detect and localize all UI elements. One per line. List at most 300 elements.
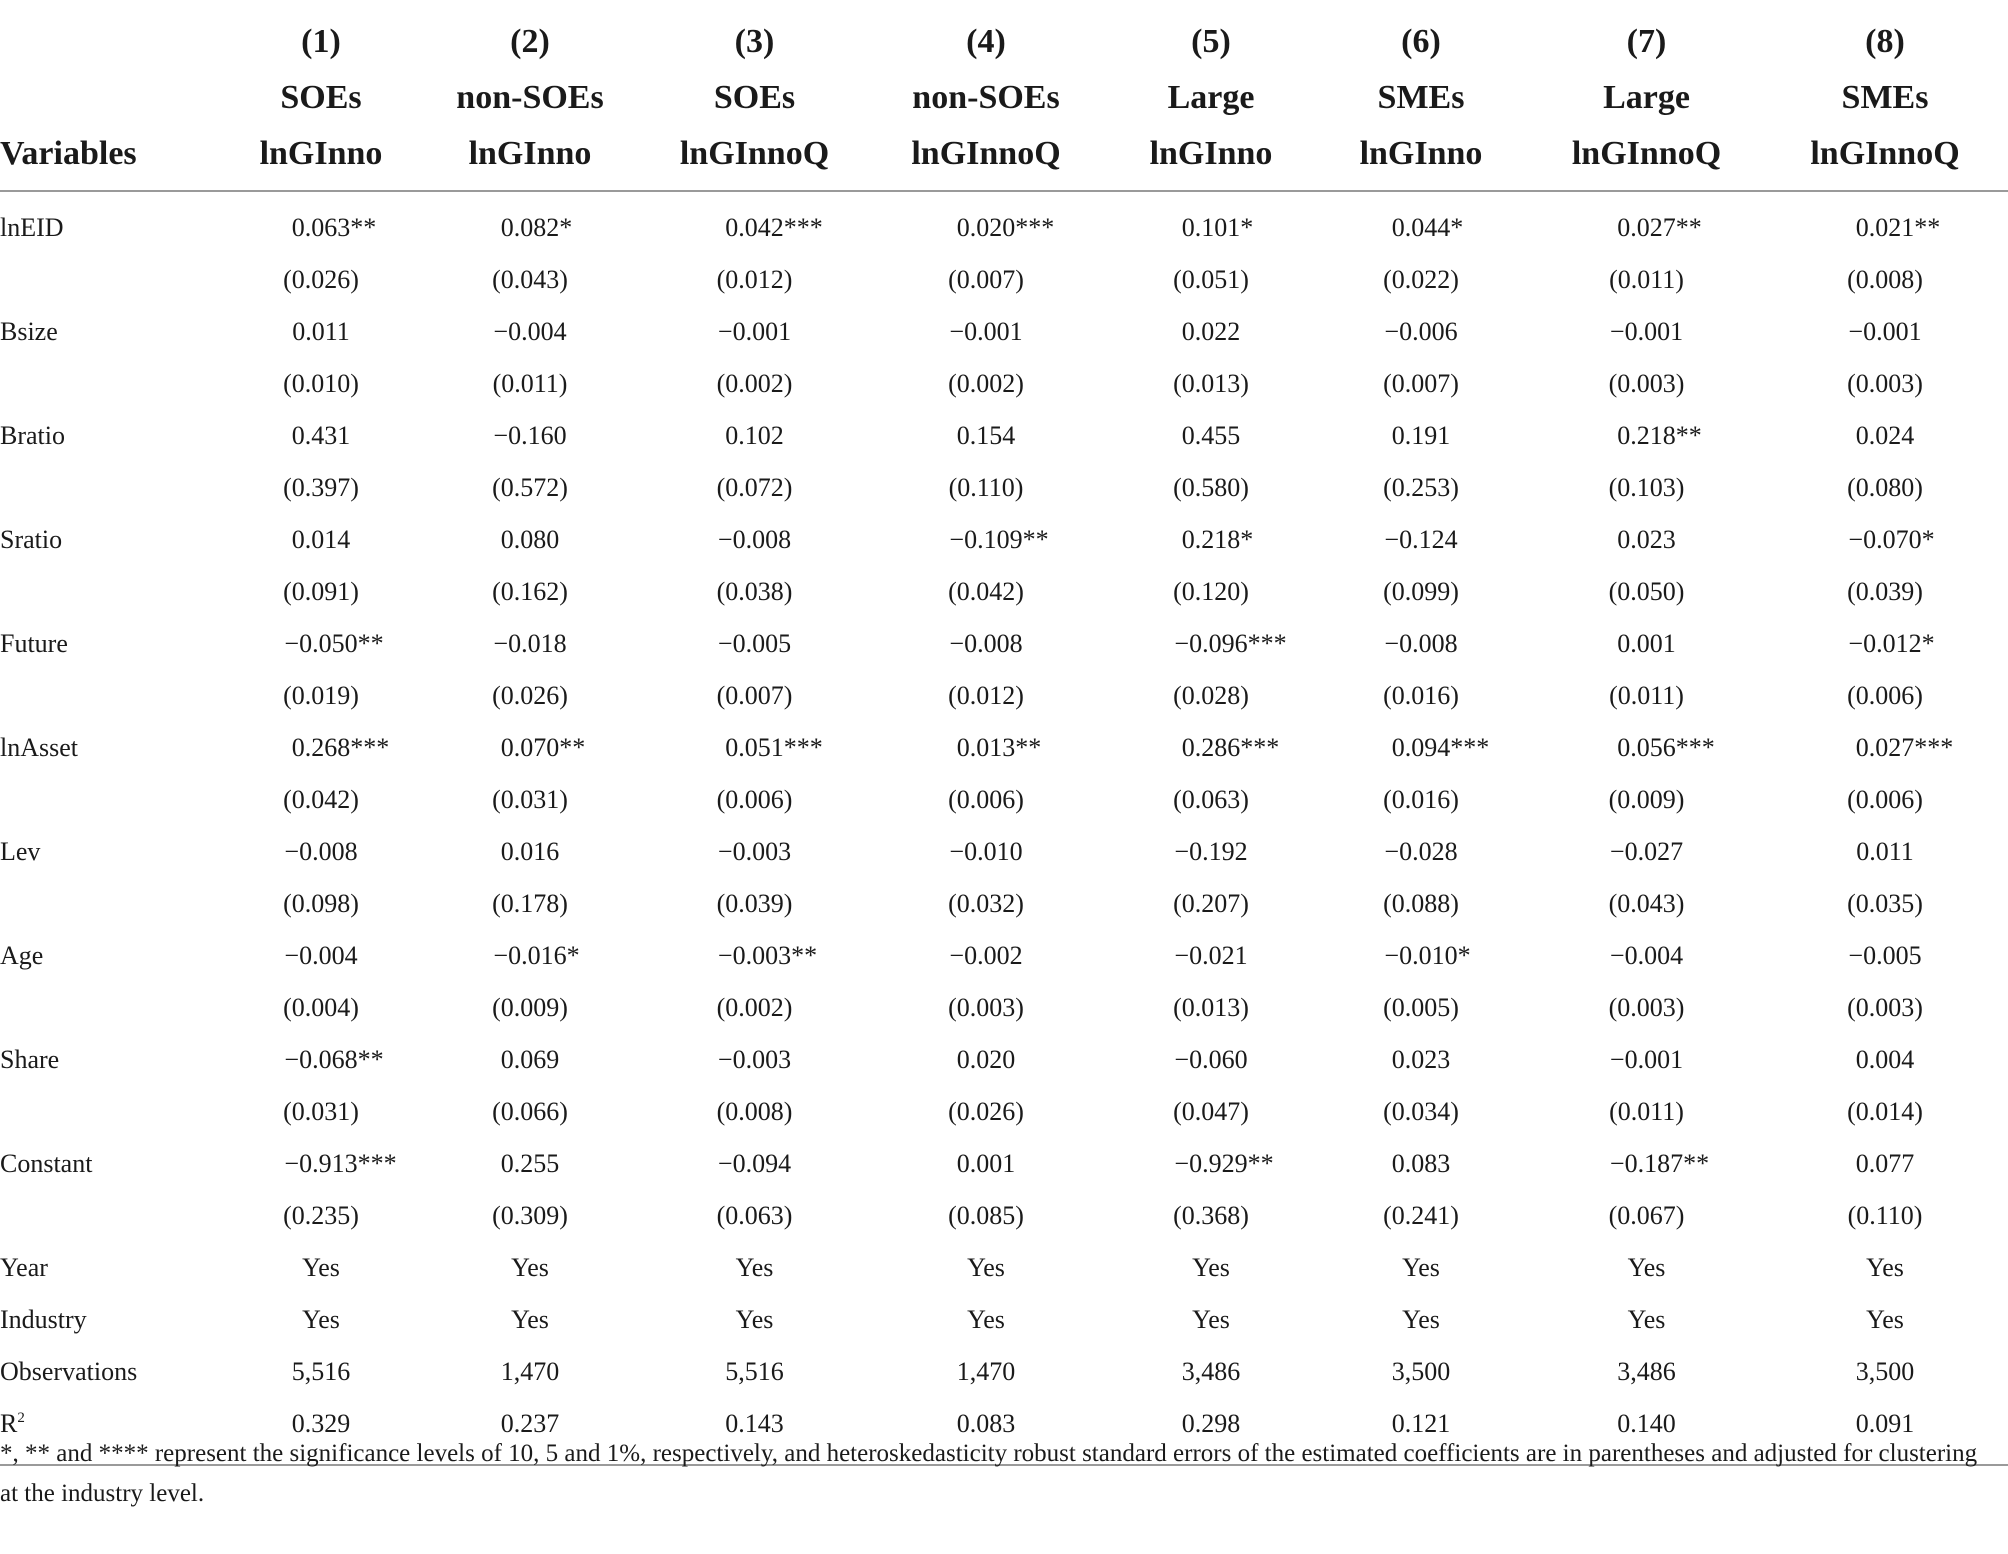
cell-content	[1391, 733, 1490, 763]
cell-value: 3,500	[1391, 1357, 1451, 1386]
table-cell	[1311, 1346, 1531, 1398]
table-cell	[861, 1294, 1111, 1346]
cell-content	[1847, 1097, 1923, 1127]
significance-stars: *	[566, 941, 580, 970]
cell-value: −0.010	[1384, 941, 1458, 970]
table-cell	[1111, 982, 1311, 1034]
cell-content	[949, 525, 1049, 555]
cell-content	[1173, 1097, 1249, 1127]
table-cell	[412, 410, 648, 462]
table-cell	[861, 514, 1111, 566]
cell-value: (0.002)	[716, 369, 793, 398]
table-row	[0, 566, 2008, 618]
variable-label-text: Constant	[0, 1149, 93, 1178]
cell-value: (0.031)	[492, 785, 568, 814]
cell-content	[717, 369, 793, 399]
table-cell	[230, 254, 412, 306]
table-cell	[412, 358, 648, 410]
cell-value: −0.005	[1848, 941, 1922, 970]
cell-value: (0.085)	[948, 1201, 1024, 1230]
cell-content	[1856, 837, 1914, 867]
table-cell	[230, 826, 412, 878]
table-cell	[1111, 878, 1311, 930]
significance-stars: **	[1914, 213, 1941, 242]
column-number-header: (6)	[1401, 23, 1441, 60]
table-cell	[230, 514, 412, 566]
table-cell	[1311, 722, 1531, 774]
table-cell	[648, 774, 861, 826]
cell-content	[292, 525, 351, 555]
cell-content	[1847, 577, 1923, 607]
table-cell	[1762, 358, 2008, 410]
header-row-column-numbers	[0, 14, 2008, 70]
cell-value: (0.034)	[1383, 1097, 1459, 1126]
table-cell	[1531, 670, 1762, 722]
table-cell	[1531, 826, 1762, 878]
cell-content	[1848, 629, 1935, 659]
cell-content	[1173, 785, 1249, 815]
cell-value: (0.012)	[948, 681, 1024, 710]
table-cell	[1111, 358, 1311, 410]
cell-content	[1848, 317, 1921, 347]
table-row	[0, 982, 2008, 1034]
cell-content	[1609, 785, 1685, 815]
column-number-header: (5)	[1191, 23, 1231, 60]
cell-content	[1173, 473, 1249, 503]
cell-value: −0.913	[284, 1149, 358, 1178]
table-row	[0, 358, 2008, 410]
table-cell	[230, 982, 412, 1034]
table-row	[0, 618, 2008, 670]
table-cell	[1531, 774, 1762, 826]
cell-value: (0.580)	[1173, 473, 1249, 502]
cell-content	[1617, 213, 1702, 243]
table-cell	[648, 1294, 861, 1346]
table-cell	[1762, 1138, 2008, 1190]
cell-content	[948, 265, 1024, 295]
table-cell	[1762, 722, 2008, 774]
cell-value: −0.008	[284, 837, 358, 866]
cell-content	[967, 1253, 1005, 1283]
table-cell	[1111, 254, 1311, 306]
cell-content	[283, 1201, 359, 1231]
cell-content	[283, 993, 359, 1023]
cell-content	[1609, 889, 1685, 919]
cell-content	[718, 1045, 791, 1075]
cell-value: (0.051)	[1173, 265, 1249, 294]
sample-group-header: Large	[1603, 79, 1690, 116]
cell-content	[1384, 629, 1457, 659]
cell-value: −0.001	[1609, 317, 1684, 346]
table-cell	[861, 462, 1111, 514]
cell-content	[718, 525, 791, 555]
cell-value: 0.121	[1391, 1409, 1451, 1438]
significance-stars: *	[1450, 213, 1464, 242]
cell-value: (0.063)	[1173, 785, 1249, 814]
cell-value: (0.007)	[948, 265, 1024, 294]
cell-content	[1617, 629, 1676, 659]
table-cell	[412, 1034, 648, 1086]
significance-stars: **	[1683, 1149, 1710, 1178]
cell-value: 0.286	[1181, 733, 1241, 762]
table-row	[0, 1294, 2008, 1346]
cell-value: (0.012)	[716, 265, 793, 294]
table-cell	[1111, 191, 1311, 254]
cell-content	[493, 941, 580, 971]
table-cell	[1762, 982, 2008, 1034]
cell-value: 0.069	[500, 1045, 560, 1074]
table-cell	[1531, 566, 1762, 618]
cell-content	[1402, 1253, 1440, 1283]
dependent-variable-header: lnGInnoQ	[1762, 126, 2008, 191]
table-cell	[230, 722, 412, 774]
variable-label	[0, 930, 230, 982]
cell-content	[1855, 733, 1954, 763]
cell-value: 0.027	[1855, 733, 1915, 762]
cell-value: −0.001	[717, 317, 792, 346]
cell-value: 0.001	[956, 1149, 1016, 1178]
cell-content	[1383, 785, 1459, 815]
table-row	[0, 1034, 2008, 1086]
cell-value: (0.050)	[1608, 577, 1685, 606]
column-number-header: (1)	[301, 23, 341, 60]
cell-content	[1609, 473, 1685, 503]
cell-value: −0.001	[1848, 317, 1922, 346]
table-cell	[648, 982, 861, 1034]
cell-value: 5,516	[725, 1357, 784, 1386]
variable-label	[0, 1242, 230, 1294]
cell-content	[1609, 1149, 1710, 1179]
table-cell	[861, 254, 1111, 306]
cell-value: 0.004	[1855, 1045, 1915, 1074]
cell-value: (0.026)	[283, 265, 359, 294]
column-number-header: (3)	[734, 23, 775, 60]
cell-value: (0.006)	[1847, 681, 1923, 710]
cell-content	[956, 733, 1042, 763]
cell-content	[948, 993, 1024, 1023]
table-cell	[1311, 1294, 1531, 1346]
table-cell	[230, 410, 412, 462]
cell-content	[1609, 681, 1684, 711]
variable-label-text: Share	[0, 1045, 60, 1074]
cell-content	[1617, 421, 1702, 451]
table-cell	[412, 1190, 648, 1242]
table-cell	[648, 1242, 861, 1294]
cell-content	[1383, 889, 1459, 919]
cell-value: 0.023	[1391, 1045, 1451, 1074]
cell-content	[1192, 1253, 1230, 1283]
cell-value: −0.003	[717, 941, 792, 970]
cell-value: 0.014	[291, 525, 351, 554]
cell-value: 0.091	[1855, 1409, 1915, 1438]
cell-value: (0.014)	[1847, 1097, 1923, 1126]
table-cell	[1762, 306, 2008, 358]
cell-content	[1848, 525, 1935, 555]
cell-value: (0.009)	[492, 993, 568, 1022]
cell-value: (0.042)	[283, 785, 359, 814]
table-cell	[1762, 878, 2008, 930]
cell-value: −0.002	[949, 941, 1023, 970]
variable-label	[0, 1346, 230, 1398]
cell-content	[957, 1357, 1016, 1387]
table-cell	[412, 878, 648, 930]
cell-value: 0.022	[1181, 317, 1241, 346]
variable-label	[0, 410, 230, 462]
table-cell	[1762, 1190, 2008, 1242]
table-cell	[412, 722, 648, 774]
variable-label-text: R	[0, 1409, 18, 1438]
cell-content	[302, 1305, 340, 1335]
cell-content	[1182, 317, 1241, 347]
cell-content	[492, 681, 568, 711]
cell-value: Yes	[967, 1305, 1005, 1334]
cell-value: 0.431	[291, 421, 351, 450]
table-cell	[861, 1190, 1111, 1242]
cell-value: −0.001	[1609, 1045, 1684, 1074]
table-cell	[1311, 1086, 1531, 1138]
cell-value: (0.031)	[283, 1097, 359, 1126]
dependent-variable-header: lnGInno	[412, 126, 648, 191]
variable-label	[0, 1086, 230, 1138]
table-cell	[1111, 618, 1311, 670]
cell-content	[1384, 317, 1457, 347]
cell-value: 0.011	[1856, 837, 1914, 866]
cell-content	[1628, 1253, 1666, 1283]
cell-content	[1383, 473, 1459, 503]
table-cell	[648, 566, 861, 618]
cell-content	[718, 317, 791, 347]
cell-content	[1392, 1149, 1451, 1179]
cell-value: (0.072)	[716, 473, 793, 502]
cell-content	[291, 213, 377, 243]
table-cell	[1531, 930, 1762, 982]
cell-content	[717, 1201, 793, 1231]
cell-content	[1383, 1097, 1459, 1127]
table-cell	[1762, 774, 2008, 826]
table-cell	[412, 1242, 648, 1294]
table-cell	[648, 1034, 861, 1086]
variable-label	[0, 722, 230, 774]
table-cell	[1531, 1242, 1762, 1294]
table-cell	[1111, 306, 1311, 358]
cell-value: 5,516	[291, 1357, 351, 1386]
cell-content	[493, 369, 568, 399]
cell-value: (0.006)	[716, 785, 793, 814]
table-cell	[412, 514, 648, 566]
cell-content	[501, 1357, 560, 1387]
cell-value: (0.016)	[1383, 681, 1459, 710]
cell-value: 0.011	[292, 317, 350, 346]
table-cell	[648, 930, 861, 982]
table-cell	[1762, 826, 2008, 878]
cell-content	[283, 369, 359, 399]
table-cell	[1531, 1034, 1762, 1086]
table-cell	[1531, 878, 1762, 930]
table-cell	[1531, 254, 1762, 306]
table-cell	[1311, 878, 1531, 930]
cell-content	[725, 733, 823, 763]
table-row	[0, 1242, 2008, 1294]
table-cell	[1531, 358, 1762, 410]
cell-value: 0.020	[956, 213, 1016, 242]
significance-stars: ***	[1015, 213, 1055, 242]
cell-content	[283, 889, 359, 919]
cell-content	[1402, 1305, 1440, 1335]
variable-label	[0, 670, 230, 722]
significance-stars: **	[357, 629, 384, 658]
cell-value: −0.028	[1384, 837, 1458, 866]
cell-value: 0.102	[725, 421, 784, 450]
cell-value: (0.309)	[492, 1201, 568, 1230]
cell-content	[1173, 681, 1249, 711]
dependent-variable-header: lnGInno	[230, 126, 412, 191]
table-row	[0, 410, 2008, 462]
table-cell	[1111, 1294, 1311, 1346]
cell-value: 0.082	[500, 213, 560, 242]
table-cell	[648, 1086, 861, 1138]
cell-value: Yes	[511, 1305, 549, 1334]
sample-group-header: SMEs	[1841, 79, 1929, 116]
table-cell	[648, 358, 861, 410]
cell-value: (0.253)	[1383, 473, 1459, 502]
cell-value: (0.003)	[948, 993, 1024, 1022]
table-cell	[648, 462, 861, 514]
table-cell	[648, 410, 861, 462]
cell-content	[967, 1305, 1005, 1335]
table-cell	[412, 1346, 648, 1398]
cell-content	[1847, 993, 1923, 1023]
cell-value: (0.019)	[283, 681, 359, 710]
cell-content	[492, 993, 568, 1023]
cell-content	[501, 525, 560, 555]
table-row	[0, 1190, 2008, 1242]
cell-value: (0.572)	[492, 473, 568, 502]
sample-group-header: non-SOEs	[912, 79, 1060, 116]
variable-label-text: Year	[0, 1253, 48, 1282]
table-cell	[1111, 1086, 1311, 1138]
cell-content	[1174, 629, 1287, 659]
cell-value: (0.003)	[1608, 993, 1685, 1022]
cell-content	[1847, 473, 1923, 503]
cell-content	[1856, 421, 1915, 451]
cell-value: 3,500	[1855, 1357, 1915, 1386]
table-cell	[648, 618, 861, 670]
variable-label	[0, 826, 230, 878]
cell-value: 0.101	[1181, 213, 1241, 242]
cell-content	[292, 317, 350, 347]
table-cell	[1111, 670, 1311, 722]
table-cell	[1531, 982, 1762, 1034]
cell-value: (0.032)	[948, 889, 1024, 918]
cell-value: 0.080	[500, 525, 560, 554]
cell-content	[1383, 993, 1459, 1023]
cell-content	[492, 1097, 568, 1127]
table-cell	[648, 191, 861, 254]
cell-value: (0.005)	[1383, 993, 1459, 1022]
table-cell	[861, 358, 1111, 410]
cell-value: (0.235)	[283, 1201, 359, 1230]
header-spacer	[0, 70, 230, 126]
cell-content	[1847, 889, 1923, 919]
table-row	[0, 1138, 2008, 1190]
cell-content	[949, 941, 1022, 971]
table-cell	[1762, 514, 2008, 566]
table-row	[0, 514, 2008, 566]
cell-value: (0.026)	[948, 1097, 1024, 1126]
cell-content	[948, 1097, 1024, 1127]
cell-content	[948, 889, 1024, 919]
table-cell	[1531, 1346, 1762, 1398]
cell-content	[1866, 1253, 1904, 1283]
variable-label-superscript: 2	[17, 1410, 25, 1426]
cell-value: (0.043)	[492, 265, 568, 294]
table-cell	[861, 191, 1111, 254]
cell-content	[511, 1253, 549, 1283]
cell-content	[492, 265, 568, 295]
cell-content	[1383, 265, 1459, 295]
cell-value: (0.103)	[1608, 473, 1685, 502]
table-cell	[412, 1086, 648, 1138]
cell-value: Yes	[967, 1253, 1005, 1282]
table-cell	[861, 306, 1111, 358]
variable-label	[0, 566, 230, 618]
table-row	[0, 191, 2008, 254]
table-cell	[1531, 191, 1762, 254]
cell-value: 0.027	[1617, 213, 1676, 242]
significance-stars: **	[1015, 733, 1042, 762]
table-cell	[648, 826, 861, 878]
table-cell	[648, 670, 861, 722]
table-cell	[412, 774, 648, 826]
cell-value: (0.042)	[948, 577, 1024, 606]
cell-content	[1182, 1357, 1241, 1387]
cell-content	[284, 837, 357, 867]
cell-value: 0.329	[291, 1409, 351, 1438]
header-row-dependent-vars	[0, 126, 2008, 191]
cell-content	[1847, 785, 1923, 815]
cell-value: (0.002)	[716, 993, 793, 1022]
cell-value: −0.008	[1384, 629, 1458, 658]
significance-stars: *	[1457, 941, 1471, 970]
cell-content	[1855, 213, 1941, 243]
cell-value: (0.002)	[948, 369, 1024, 398]
table-cell	[1531, 514, 1762, 566]
significance-stars: ***	[350, 733, 390, 762]
table-cell	[412, 670, 648, 722]
cell-content	[1384, 525, 1457, 555]
table-cell	[861, 618, 1111, 670]
variable-label	[0, 462, 230, 514]
significance-stars: **	[357, 1045, 384, 1074]
cell-value: (0.011)	[1609, 265, 1684, 294]
table-cell	[412, 1294, 648, 1346]
cell-content	[949, 629, 1022, 659]
cell-value: (0.162)	[492, 577, 568, 606]
cell-content	[292, 421, 351, 451]
header-row-groups	[0, 70, 2008, 126]
cell-value: 0.298	[1181, 1409, 1241, 1438]
cell-value: (0.003)	[1608, 369, 1685, 398]
table-cell	[1311, 774, 1531, 826]
cell-value: −0.018	[493, 629, 567, 658]
cell-content	[302, 1253, 340, 1283]
table-cell	[230, 1034, 412, 1086]
cell-content	[1609, 993, 1685, 1023]
cell-content	[1392, 1357, 1451, 1387]
cell-value: 0.042	[725, 213, 784, 242]
table-cell	[1762, 410, 2008, 462]
significance-stars: ***	[1450, 733, 1490, 762]
